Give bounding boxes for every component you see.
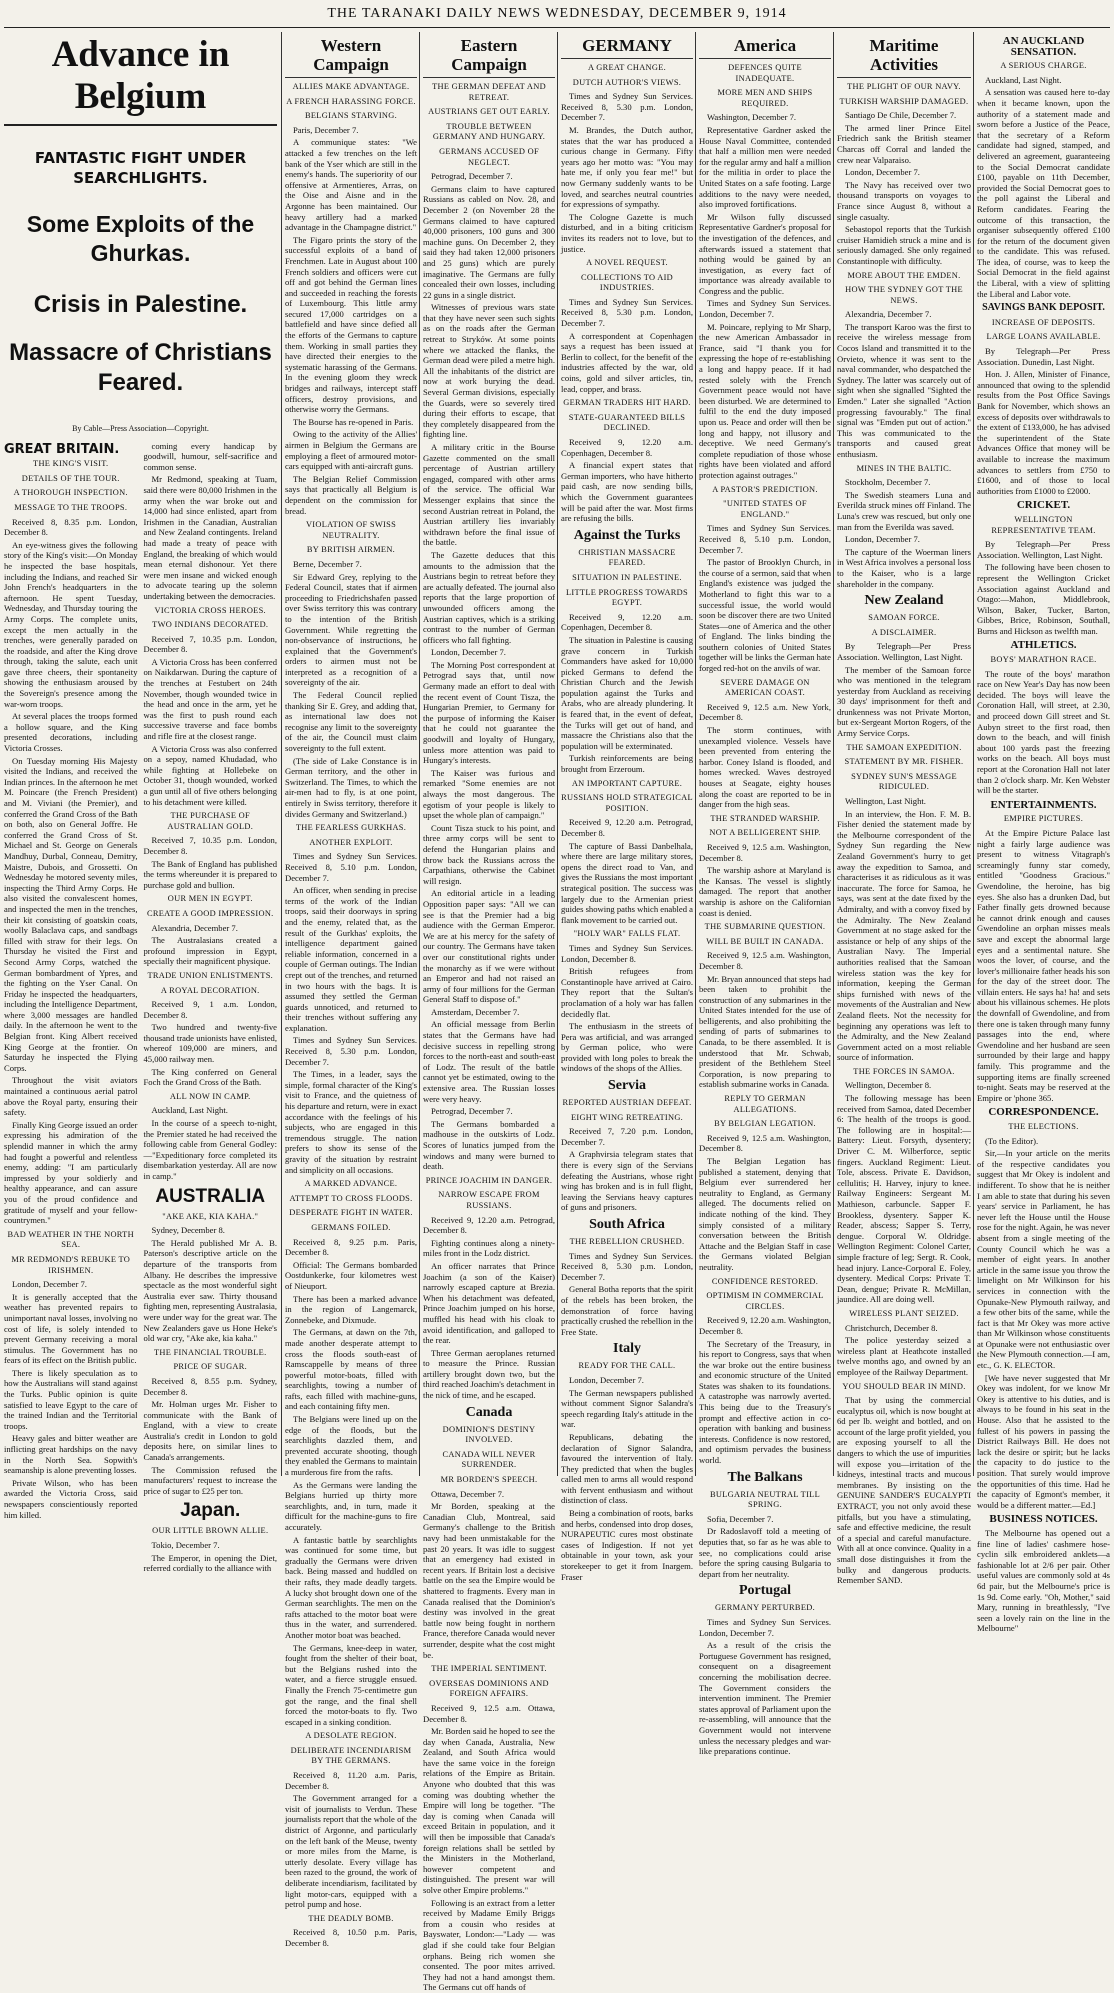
paragraph: At the Empire Picture Palace last night a fairly large audience was present to witness Vitagraph's screamingly funny star comedy, entitled "Goodness Gracious." Gwendoline, the heroine, has big eyes. She also has a drunken Dad, but Father finally gets drowned because he cannot drink enough and causes Gwendoline an orphan misses meals save and except the abnormal large eyes and a sentimental nature. She woos the lover, of course, and the lover's millionaire father heads his son for the day of the street door. The villain enters. He says ha! ha! and sets about his villainous schemes. He plots the downfall of Gwendoline, and from there one is taken through many funny passages into the end, where Gwendoline and her husband are seen surrounded by their large and happy family. This programme and the supporting items are finally screened to-night. Seats may be reserved at the Empire or 'phone 365. <box>977 827 1110 1103</box>
paragraph: A military critic in the Bourse Gazette commented on the small percentage of Austrian artillery engaged, compared with other arms of the service. The official War Messenger explains that since the second Austrian retreat in Poland, the Austrian artillery lies invariably withdrawn before the final issue of the battle. <box>423 442 555 548</box>
subhead: GERMAN TRADERS HIT HARD. <box>563 398 691 408</box>
subhead: THE SUBMARINE QUESTION. <box>704 922 826 932</box>
paragraph: The German newspapers published without comment Signor Salandra's speech regarding Italy's attitude in the war. <box>561 1387 693 1430</box>
america-column <box>699 32 831 1757</box>
paragraph: An officer, when sending in precise terms of the work of the Indian troops, said their doorways in spring and the enemy, related that, as the result of the Gurkhas' exploits, the intelligence department gained reliable information, concerned in a couple of German outings. The Indian crept out of the trenches, and returned in two hours with the bags. It is assumed they settled the German guards unnoticed, and returned to their trenches without suffering any explanation. <box>285 885 417 1033</box>
subhead: DOMINION'S DESTINY INVOLVED. <box>442 1424 536 1445</box>
paragraph: A correspondent at Copenhagen says a request has been issued at Berlin to collect, for the benefit of the industries affected by the war, old coins, gold and silver articles, tin, lead, copper, and brass. <box>561 330 693 394</box>
paragraph: The armed liner Prince Eitel Friedrich sank the British steamer Charcas off Corral and landed the crew near Valparaiso. <box>837 122 971 165</box>
subhead: CREATE A GOOD IMPRESSION. <box>146 908 274 918</box>
paragraph: Received 9, 12.20 a.m. Petrograd, December 8. <box>423 1214 555 1236</box>
paragraph: Germans claim to have captured Russians as cabled on Nov. 28, and December 2 (on November 28 the Germans claimed to have captured 40,000 prisoners, 100 guns and 300 machine guns. On December 2, they said they had taken 12,000 prisoners and 25 guns) which are purely imaginative. The Germans are fully concealed their own losses, including 22 guns in a single district. <box>423 183 555 300</box>
paragraph: [We have never suggested that Mr Okey was indolent, for we know Mr Okey is attentive to his duties, and is always to be found in his seat in the House. Also that he assisted to the fullest of his powers in passing the District Railways Bill. He does not lack the desire or spirit; but he lacks the capacity to do justice to the position. That surely would improve the opportunities of this time. Had he the capacity of Egmont's member, it would be a different matter.—Ed.] <box>977 1372 1110 1510</box>
section-title: AUSTRALIA <box>155 1185 266 1207</box>
section-title: GERMANY <box>561 36 693 59</box>
subhead: A NOVEL REQUEST. <box>586 258 668 268</box>
paragraph: Sebastopol reports that the Turkish cruiser Hamidieh struck a mine and is seriously damaged. She only regained Constantinople with difficulty. <box>837 224 971 266</box>
subhead: CHRISTIAN MASSACRE FEARED. <box>578 547 676 568</box>
paragraph: London, December 7. <box>845 167 920 178</box>
subhead: NOT A BELLIGERENT SHIP. <box>709 828 821 838</box>
paragraph: The Germans bombarded a madhouse in the outskirts of Lodz. Scores of lunatics jumped from the windows and many were burned to death. <box>423 1118 555 1172</box>
paragraph: By Telegraph—Per Press Association. Wellington, Last Night. <box>837 641 971 662</box>
paragraph: A communique states: "We attacked a few trenches on the left bank of the Yser which are still in the enemy's hands. The superiority of our offensive at Armentieres, Arras, on the Oise and Aisne and in the Argonne has been maintained. Our heavy artillery had a marked advantage in the Champagne district." <box>285 137 417 233</box>
paragraph: Count Tisza stuck to his point, and three army corps will be sent to defend the Hungarian plains and throw back the Russians across the Carpathians, otherwise the Cabinet will resign. <box>423 822 555 886</box>
paragraph: A Graphvirsia telegram states that there is every sign of the Servians defeating the Austrians, whose right wing has broken and is in full flight, leaving the Servians heavy captures of guns and prisoners. <box>561 1149 693 1213</box>
paragraph: Hon. J. Allen, Minister of Finance, announced that owing to the splendid results from the Post Office Savings Bank for November, which shows an excess of deposits over withdrawals to the extent of £133,000, he has advised the superintendent of the State Advances Office that money will be available to increase the maximum advances to settlers from £750 to £1600, and of those to local authorities from £1000 to £2000. <box>977 369 1110 496</box>
paragraph: Received 9, 12.20 a.m. Washington, December 8. <box>699 1315 831 1336</box>
section-title: AN AUCKLAND SENSATION. <box>1002 35 1085 58</box>
paragraph: Mr. Borden said he hoped to see the day when Canada, Australia, New Zealand, and South Africa would have the same voice in the foreign relations of the Empire as Britain. Anyone who doubted that this was coming was doubting whether the Empire will long be together. "The day is coming when Canada will exceed Britain in population, and it will then be impossible that Canada's foreign relations shall be settled by the Ministers in the Motherland, however competent and distinguished. The present war will solve other Empire problems." <box>423 1726 555 1895</box>
subhead: "HOLY WAR" FALLS FLAT. <box>573 929 681 939</box>
subhead: LITTLE PROGRESS TOWARDS EGYPT. <box>566 587 688 608</box>
paragraph: Ottawa, December 7. <box>431 1488 505 1499</box>
paragraph: Petrograd, December 7. <box>431 171 513 182</box>
subhead: A DESOLATE REGION. <box>305 1731 397 1741</box>
paragraph: Sydney, December 8. <box>151 1225 225 1236</box>
paragraph: The storm continues, with unexampled violence. Vessels have been prevented from entering the harbor. Coney Island is flooded, and homes wrecked. Waves destroyed houses at Seagate, eighty houses along the coast are reported to be in danger from the high seas. <box>699 725 831 810</box>
paragraph: Throughout the visit aviators maintained a continuous aerial patrol above the Royal party, ensuring their safety. <box>4 1075 138 1118</box>
paragraph: Times and Sydney Sun Services. Received 8, 5.30 p.m. London, December 7. <box>285 1035 417 1067</box>
subhead: SAMOAN FORCE. <box>868 613 940 623</box>
subhead: OUR MEN IN EGYPT. <box>167 894 253 904</box>
germany-column <box>561 32 693 1582</box>
subhead: SITUATION IN PALESTINE. <box>572 572 682 582</box>
subhead: STATE-GUARANTEED BILLS DECLINED. <box>568 412 686 433</box>
subhead: "AKE AKE, KIA KAHA." <box>162 1211 259 1221</box>
paragraph: The Secretary of the Treasury, in his report to Congress, says that when the war broke out the entire business and economic structure of the United States was shaken to its foundations. A catastrophe was narrowly averted. This being due to the Treasury's prompt and effective action in co-operation with banking and business interests. Confidence is now restored, and optimism pervades the business world. <box>699 1338 831 1466</box>
paragraph: Received 9, 12.20 a.m. Petrograd, December 8. <box>561 817 693 838</box>
paragraph: London, December 7. <box>431 647 506 658</box>
section-title: SAVINGS BANK DEPOSIT. <box>982 302 1105 314</box>
subhead: YOU SHOULD BEAR IN MIND. <box>842 1381 966 1391</box>
paragraph: London, December 7. <box>845 534 920 545</box>
subhead: WIRELESS PLANT SEIZED. <box>849 1308 959 1318</box>
paragraph: Received 8, 8.35 p.m. London, December 8. <box>4 516 138 538</box>
paragraph: Amsterdam, December 7. <box>431 1006 520 1017</box>
subhead: PRINCE JOACHIM IN DANGER. <box>425 1175 553 1185</box>
paragraph: In the course of a speech to-night, the Premier stated he had received the following cable from General Godley:—"Expeditionary force completed its disembarkation yesterday. All are now in camp." <box>143 1118 277 1181</box>
paragraph: Alexandria, December 7. <box>845 309 932 320</box>
paragraph: The enthusiasm in the streets of Pera was artificial, and was arranged by German police, who were provided with long poles to break the windows of the shops of the Allies. <box>561 1021 693 1074</box>
paragraph: Witnesses of previous wars state that they have never seen such sights as on the roads after the German retreat to Stryków. At some points where we attacked the flanks, the German dead were piled a metre high. All the inhabitants of the district are now at work burying the dead. Several German divisions, especially the Guards, were so severely tired during their efforts to escape, that they completely disappeared from the fighting line. <box>423 302 555 440</box>
paragraph: An official message from Berlin states that the Germans have had decisive success in repelling strong forces to the north-east and south-east of Lodz. The result of the battle cannot yet be estimated, owing to the extensive area. The Russian losses were very heavy. <box>423 1019 555 1104</box>
paragraph: M. Brandes, the Dutch author, states that the war has produced a curious change in Germany. Fifty years ago her motto was: "You may hate me, if only you fear me!" but now Germany suddenly wants to be loved, and searches neutral countries for expressions of sympathy. <box>561 124 693 210</box>
paragraph: Received 7, 7.20 p.m. London, December 7. <box>561 1126 693 1147</box>
paragraph: Representative Gardner asked the House Naval Committee, contended that half a million men were needed for the regular army and half a million for the militia in order to place the United States on a safe footing. Large additions to the navy were needed, also improved fortifications. <box>699 124 831 210</box>
section-title: ENTERTAINMENTS. <box>990 798 1097 811</box>
paragraph: Received 9, 12.5 a.m. New York, December 8. <box>699 701 831 723</box>
cable-credit: By Cable—Press Association—Copyright. <box>72 424 209 433</box>
paragraph: The Gazette deduces that this amounts to the admission that the Austrians begin to retreat before they are actually defeated. The journal also reports that the large proportion of unwounded officers among the Austrian captives, which is a striking contrast to the number of German officers who fall fighting. <box>423 549 555 645</box>
paragraph: Received 9, 12.5 a.m. Washington, December 8. <box>699 1132 831 1154</box>
subhead: SYDNEY SUN'S MESSAGE RIDICULED. <box>851 771 957 792</box>
paragraph: Turkish reinforcements are being brought from Erzeroum. <box>561 753 693 775</box>
subhead: DEFENCES QUITE INADEQUATE. <box>728 63 802 83</box>
paragraph: Sir Edward Grey, replying to the Federal Council, states that if airmen proceeding to Friedrichshafen passed over Swiss territory this was contrary to the intention of the British Government. While regretting the non-observance of instructions, he explained that the Government's orders to airmen must not be interpreted as a recognition of a sovereignty of the air. <box>285 571 417 688</box>
subhead: TWO INDIANS DECORATED. <box>152 620 269 630</box>
subhead: OUR LITTLE BROWN ALLIE. <box>152 1526 269 1536</box>
paragraph: The Emperor, in opening the Diet, referred cordially to the alliance with <box>143 1552 277 1574</box>
paragraph: Fighting continues along a ninety-miles front in the Lodz district. <box>423 1237 555 1259</box>
paragraph: Mr Redmond, speaking at Tuam, said there were 80,000 Irishmen in the army when the war broke out and 14,000 had since enlisted, apart from Irishmen in the Canadian, Australian and New Zealand contingents. Ireland had made a treaty of peace with England, the breaking of which would mean eternal dishonour. Yet there were men insane and wicked enough to advocate tearing up the solemn undertaking between the democracies. <box>143 474 277 601</box>
paragraph: Three German aeroplanes returned to measure the Prince. Russian artillery brought down two, but the third reached Joachim's detachment in the nick of time, and he escaped. <box>423 1347 555 1401</box>
subhead: THE FINANCIAL TROUBLE. <box>154 1347 267 1357</box>
subhead: AUSTRIANS GET OUT EARLY. <box>428 107 550 117</box>
subhead: "UNITED STATES OF ENGLAND." <box>723 499 807 519</box>
paragraph: The route of the boys' marathon race on New Year's Day has now been decided. The boys will leave the Coronation Hall, will street, at 2.30, and proceed down Gill street and St. Aubyn street to the first road, then down to the beach, and will finish about 100 yards past the freezing works on the beach. All boys must report at the Coronation Hall not later than 2 o'clock sharp. Mr. Ken Webster will be the starter. <box>977 668 1110 796</box>
subhead: THE SAMOAN EXPEDITION. <box>846 742 962 752</box>
paragraph: Stockholm, December 7. <box>845 477 931 488</box>
subhead: NARROW ESCAPE FROM RUSSIANS. <box>438 1190 540 1210</box>
paragraph: Wellington, December 8. <box>845 1080 932 1091</box>
paragraph: The Cologne Gazette is much disturbed, and in a biting criticism invites its readers not to love, but to justice. <box>561 211 693 254</box>
subhead: TURKISH WARSHIP DAMAGED. <box>839 96 969 106</box>
subhead: VICTORIA CROSS HEROES. <box>154 605 266 615</box>
section-title: Canada <box>465 1404 513 1420</box>
paragraph: The Belgians were lined up on the edge of the floods, but the searchlights dazzled them, and prevented accurate shooting, though they enabled the Germans to maintain a murderous fire from the rafts. <box>285 1414 417 1478</box>
subhead: THE KING'S VISIT. <box>33 459 109 469</box>
subhead: DELIBERATE INCENDIARISM BY THE GERMANS. <box>290 1745 412 1766</box>
subhead: ANOTHER EXPLOIT. <box>309 837 393 847</box>
headline-crisis: Crisis in Palestine. <box>33 291 248 318</box>
subhead: BAD WEATHER IN THE NORTH SEA. <box>7 1229 134 1250</box>
paragraph: Two hundred and twenty-five thousand trade unionists have enlisted, whereof 109,000 are miners, and 45,000 railway men. <box>143 1022 277 1065</box>
section-title: BUSINESS NOTICES. <box>989 1513 1098 1526</box>
advertisement: That by using the commercial eucalyptus oil, which is now bought at 6d per lb. weight and bottled, and on account of the large profit yielded, you are exposing yourself to all the dangers to which the use of impurities will expose you—irritation of the kidneys, intestinal tracts and mucous membranes. By insisting on the GENUINE SANDER'S EUCALYPTI EXTRACT, you not only avoid these pitfalls, but you have a stimulating, safe and effective medicine, the result of a special and careful manufacture. With all at once convince. Quality in a small dose distinguishes it from the bulky and dangerous products. Remember SAND. <box>837 1395 971 1586</box>
paragraph: Times and Sydney Sun Services. Received 8, 5.30 p.m. London, December 7. <box>561 1250 693 1282</box>
subhead: COLLECTIONS TO AID INDUSTRIES. <box>580 272 674 293</box>
paragraph: The Swedish steamers Luna and Everilda struck mines off Finland. The Luna's crew was rescued, but only one man from the Everilda was saved. <box>837 489 971 532</box>
section-title: The Balkans <box>727 1469 803 1485</box>
subhead: BELGIANS STARVING. <box>305 111 397 121</box>
subhead: A MARKED ADVANCE. <box>304 1179 398 1189</box>
paragraph: The Melbourne has opened out a fine line of ladies' cashmere hose-cyclin silk embroidered anklets—a fashionable lot at 2/6 per pair. Other useful values are commonly sold at 4s 6d pair, but the Melbourne's price is 1s 9d. Come early. "Oh, Mother," said Mary, running in breathlessly, "I've seen a lovely rain on the line in the Melbourne" <box>977 1527 1110 1634</box>
paragraph: Received 7, 10.35 p.m. London, December 8. <box>143 633 277 655</box>
paragraph: In an interview, the Hon. F. M. B. Fisher denied the statement made by the Melbourne correspondent of the Sydney Sun regarding the New Zealand Government's hurry to get away the expedition to Samoa, and characterises it as ridiculous as it was inaccurate. The force for Samoa, he says, was sent at the date fixed by the Admiralty, and with a convoy fixed by the Admiralty. The New Zealand Government at no stage asked for the assistance or help of any ships of the Australian Navy. The Imperial authorities realised that the Samoan wireless station was the key for information, keeping the German ships furnished with news of the movements of the Australian and New Zealand fleets. Not the necessity for beginning any operations was left to the Admiralty, and the New Zealand Government acted on a most reliable source of information. <box>837 808 971 1063</box>
paragraph: A Victoria Cross was also conferred on a sepoy, named Khudadad, who while fighting at Hollebeke on October 31, though wounded, worked a gun until all of five others belonging to his detachment were killed. <box>143 743 277 807</box>
subhead: ALL NOW IN CAMP. <box>169 1091 251 1101</box>
subhead: WILL BE BUILT IN CANADA. <box>706 936 824 946</box>
paragraph: Dr Radoslavoff told a meeting of deputies that, so far as he was able to see, no complications could arise before the spring causing Bulgaria to depart from her neutrality. <box>699 1526 831 1579</box>
paragraph: Mr. Holman urges Mr. Fisher to communicate with the Bank of England, with a view to create Australia's credit in London to gold deposits here, on similar lines to Canada's arrangements. <box>143 1399 277 1463</box>
section-title: CORRESPONDENCE. <box>988 1106 1099 1119</box>
paragraph: coming every handicap by goodwill, humour, self-sacrifice and common sense. <box>143 440 277 472</box>
subhead: TROUBLE BETWEEN GERMANY AND HUNGARY. <box>432 121 546 142</box>
subhead: AN IMPORTANT CAPTURE. <box>571 778 683 788</box>
paragraph: London, December 7. <box>569 1374 644 1385</box>
paragraph: Following is an extract from a letter received by Madame Emily Briggs from a cousin who resides at Bayswater, London:—"Lady — was glad if she could take four Belgian orphans. Being rich women she consented. The poor mites arrived. They had not a hand amongst them. The Germans cut off hands of <box>423 1897 555 1993</box>
paragraph: Received 8, 11.20 a.m. Paris, December 8. <box>285 1770 417 1791</box>
paragraph: London, December 7. <box>12 1279 87 1290</box>
subhead: A ROYAL DECORATION. <box>160 985 260 995</box>
subhead: A DISCLAIMER. <box>871 627 937 637</box>
paragraph: Received 9, 1 a.m. London, December 8. <box>143 999 277 1020</box>
paragraph: Sir,—In your article on the merits of the respective candidates you suggest that Mr Okey is indolent and indifferent. To show that he is neither I am able to state that during his seven years' service in Parliament, he has never left the House until the House rose for the night. Again, he was never absent from a single meeting of the County Council which he was a member of eight years. In another article in the same issue you throw the limelight on Mr Wilkinson for his services in connection with the Opunake-New Plymouth railway, and a few other bits of the same, while the fact is that Mr Okey was more active than Mr Wilkinson whose constituents at Opunake were not enthusiastic over the New Plymouth connection.—I am, etc., G. K. ELECTOR. <box>977 1148 1110 1371</box>
paragraph: Sofia, December 7. <box>707 1513 774 1524</box>
paragraph: Received 8, 8.55 p.m. Sydney, December 8. <box>143 1375 277 1397</box>
great-britain-columns <box>4 441 277 1576</box>
paragraph: The capture of Bassi Danbelhala, where there are large military stores, opens the direct road to Van, and gives the Russians the most important strategical position. The success was largely due to the Armenian priest guides showing paths which enabled a flank movement to be carried out. <box>561 840 693 925</box>
subhead: ATTEMPT TO CROSS FLOODS. <box>289 1193 413 1203</box>
paragraph: The King conferred on General Foch the Grand Cross of the Bath. <box>143 1066 277 1088</box>
subhead: TRADE UNION ENLISTMENTS. <box>147 970 274 980</box>
paragraph: Times and Sydney Sun Services. Received 8, 5.10 p.m. London, December 7. <box>699 523 831 555</box>
headline-ghurkas: Some Exploits of the Ghurkas. <box>26 211 255 266</box>
paragraph: The Belgian Relief Commission says that practically all Belgium is dependent on the commission for bread. <box>285 473 417 516</box>
paragraph: Official: The Germans bombarded Oostdunkerke, four kilometres west of Nieuport. <box>285 1259 417 1291</box>
subhead: REPORTED AUSTRIAN DEFEAT. <box>562 1098 692 1108</box>
subhead: CANADA WILL NEVER SURRENDER. <box>442 1449 536 1470</box>
paragraph: Received 9, 12.20 a.m. Copenhagen, December 8. <box>561 611 693 633</box>
subhead: GERMANS FOILED. <box>311 1222 391 1232</box>
paragraph: As a result of the crisis the Portuguese Government has resigned, consequent on a disagreement concerning the mobilisation decree. The Government considers the intervention imminent. The Premier states approval of Parliament upon the re-assembling, will announce that the Government would not intervene unless the necessary pledges and war-like preparations continue. <box>699 1640 831 1757</box>
paragraph: (The side of Lake Constance is in German territory, and the other in Switzerland. The Times, to which the air-men had to fly, is at one point, entirely in Swiss territory, therefore it divides Germany and Switzerland.) <box>285 755 417 819</box>
section-title: Western Campaign <box>285 36 417 78</box>
subhead: MORE MEN AND SHIPS REQUIRED. <box>717 88 813 108</box>
paragraph: Mr Borden, speaking at the Canadian Club, Montreal, said Germany's challenge to the British navy had been unmistakable for the past 20 years. It was idle to suggest that an emergency had existed in recent years. If Britain lost a decisive battle on the sea the Empire would be shattered to fragments. Every man in Canada realised that the Dominion's destiny was involved in the great battle now being fought in northern France, therefore Canada would never surrender, despite what the cost might be. <box>423 1501 555 1660</box>
section-title: Maritime Activities <box>837 36 971 78</box>
subhead: OPTIMISM IN COMMERCIAL CIRCLES. <box>706 1291 824 1311</box>
paragraph: Tokio, December 7. <box>151 1540 220 1551</box>
subhead: MR BORDEN'S SPEECH. <box>440 1475 538 1485</box>
paragraph: Private Wilson, who has been awarded the Victoria Cross, said newspapers conscientiously reported him killed. <box>4 1477 138 1520</box>
masthead: THE TARANAKI DAILY NEWS WEDNESDAY, DECEMBER 9, 1914 <box>327 6 787 21</box>
paragraph: The Australasians created a profound impression in Egypt, specially their magnificent physique. <box>143 935 277 967</box>
lead-column <box>4 32 277 1574</box>
subhead: BULGARIA NEUTRAL TILL SPRING. <box>709 1489 821 1510</box>
subhead: THE STRANDED WARSHIP. <box>710 813 820 823</box>
paragraph: It is generally accepted that the weather has prevented repairs to unimportant naval losses, involving no cost of life, is solely intended to prevent Germany receiving a moral stimulus. The Government has no fears of its effect on the British public. <box>4 1291 138 1366</box>
paragraph: Mr Wilson fully discussed Representative Gardner's proposal for the investigation of the defences, and afterwards issued a statement that nothing would be gained by an investigation, as every fact of importance was already available to Congress and the public. <box>699 211 831 296</box>
subhead: REPLY TO GERMAN ALLEGATIONS. <box>724 1094 806 1114</box>
section-title: New Zealand <box>864 593 944 609</box>
paragraph: An officer narrates that Prince Joachim (a son of the Kaiser) narrowly escaped capture at Brezia. When his detachment was defeated, Prince Joachim jumped on his horse, muffled his head with his cloak to avoid identification, and galloped to the rear. <box>423 1260 555 1346</box>
paragraph: Received 9, 12.5 a.m. Washington, December 8. <box>699 950 831 971</box>
subhead: A THOROUGH INSPECTION. <box>13 488 128 498</box>
paragraph: The Government arranged for a visit of journalists to Verdun. These journalists report that the whole of the district of Argonne, and particularly on the left bank of the Meuse, twenty or more miles from the Marne, is utterly desolate. Every village has been razed to the ground, the work of deliberate incendiarism, facilitated by light motor-cars, equipped with a petrol pump and hose. <box>285 1793 417 1910</box>
paragraph: Washington, December 7. <box>707 112 797 123</box>
subhead: CONFIDENCE RESTORED. <box>711 1276 819 1286</box>
section-title: ATHLETICS. <box>1010 639 1077 652</box>
paragraph: The Bank of England has published the terms whereunder it is prepared to purchase gold and bullion. <box>143 858 277 890</box>
subhead: MORE ABOUT THE EMDEN. <box>847 270 961 280</box>
paragraph: The Kaiser was furious and remarked "Some enemies are not always the most dangerous. The egotism of your people is likely to upset the whole plan of campaign." <box>423 767 555 821</box>
paragraph: Received 9, 12.20 a.m. Copenhagen, December 8. <box>561 437 693 458</box>
paragraph: As the Germans were landing the Belgians hurried up thirty more searchlights, and, in turn, made it difficult for the machine-guns to fire accurately. <box>285 1479 417 1532</box>
paragraph: M. Poincare, replying to Mr Sharp, the new American Ambassador in France, said "I thank you for expressing the hope of re-establishing a long and happy peace. If it had rested solely with the French Government peace would not have been disturbed. We are determined to fulfil to the end the duty imposed upon us. Peace and order will then be long and happy, not illusory and deceptive. We need Germany's complete repudiation of those whose rights have been violated and afford protection against outrages." <box>699 321 831 480</box>
paragraph: Santiago De Chile, December 7. <box>845 110 957 121</box>
headline-fantastic: FANTASTIC FIGHT UNDER SEARCHLIGHTS. <box>34 149 247 187</box>
paragraph: The Germans, at dawn on the 7th, made another desperate attempt to cross the floods south-east of Ramscappelle by means of three powerful motor-boats, filled with searchlights, towing a number of rafts, each filled with machine-guns, and each containing fifty men. <box>285 1327 417 1412</box>
section-title: Against the Turks <box>573 527 681 543</box>
subhead: INCREASE OF DEPOSITS. <box>991 317 1096 327</box>
paragraph: The transport Karoo was the first to receive the wireless message from Cocos Island and transmitted it to the Orvieto, whence it was sent to the naval commander, who despatched the Sydney. The latter was scarcely out of sight when she signalled "Sighted the Emden." Later she signalled "Action progressing favourably." The final signal was "Emden put out of action." This was communicated to the transports and caused great enthusiasm. <box>837 321 971 459</box>
paragraph: Times and Sydney Sun Services. London, December 8. <box>561 942 693 964</box>
eastern-column <box>423 32 555 1993</box>
paragraph: Finally King George issued an order expressing his admiration of the splendid manner in which the army had fought a powerful and relentless enemy, adding: "I am particularly impressed by your soldierly and healthy appearance, and can assure you of the proud confidence and gratitude of myself and your fellow-countrymen." <box>4 1119 138 1226</box>
paragraph: By Telegraph—Per Press Association. Wellington, Last Night. <box>977 539 1110 560</box>
subhead: THE PLIGHT OF OUR NAVY. <box>847 82 961 91</box>
masthead-rule <box>4 27 1110 28</box>
subhead: DETAILS OF THE TOUR. <box>21 473 120 483</box>
paragraph: By Telegraph—Per Press Association. Dunedin, Last Night. <box>977 346 1110 367</box>
subhead: A PASTOR'S PREDICTION. <box>712 484 818 494</box>
section-title: Servia <box>607 1078 647 1094</box>
subhead: READY FOR THE CALL. <box>578 1361 676 1371</box>
paragraph: (To the Editor). <box>985 1135 1039 1146</box>
paragraph: Times and Sydney Sun Services. Received 8, 5.10 p.m. London, December 7. <box>285 851 417 883</box>
subhead: ALLIES MAKE ADVANTAGE. <box>292 82 410 91</box>
paragraph: The Morning Post correspondent at Petrograd says that, until now Germany made an effort to deal with the recent event of Count Tisza, the Hungarian Premier, to Germany for the purpose of informing the Kaiser that he could not guarantee the goodwill and loyalty of Hungary, unless more attention was paid to Hungary's interests. <box>423 659 555 766</box>
paragraph: Owing to the activity of the Allies' airmen in Belgium the Germans are employing a fleet of armoured motor-cars equipped with anti-aircraft guns. <box>285 429 417 472</box>
paragraph: The following have been chosen to represent the Wellington Cricket Association against Auckland and Otago:—Mahon, Middlebrook, Wilson, Baker, Tucker, Barton, Gibbes, Brice, Robinson, Southall, Burns and Hickson as twelfth man. <box>977 562 1110 636</box>
subhead: EMPIRE PICTURES. <box>1003 814 1084 824</box>
subhead: THE FEARLESS GURKHAS. <box>295 823 407 833</box>
paragraph: An eye-witness gives the following story of the King's visit:—On Monday he inspected the base hospitals, including the Indians, and reached Sir John French's headquarters in the afternoon. He spent Tuesday, Wednesday, and Thursday touring the Army Corps. The complete units, except the men actually in the trenches, were generally paraded on the roadside, and after the King drove through, taking the salute, each unit gave three cheers, their spontaneity showing the enthusiasm aroused by the Sovereign's presence among the war-worn troops. <box>4 539 138 709</box>
paragraph: Received 8, 9.25 p.m. Paris, December 8. <box>285 1236 417 1258</box>
paragraph: The Figaro prints the story of the successful exploits of a band of Frenchmen. Late in August about 100 French soldiers and officers were cut off and got behind the German lines and succeeded in reaching the forests of Luxembourg. This little army secured 17,000 cartridges on a battlefield and have since defied all the efforts of the Germans to capture them. Working in small parties they have directed their energies to the systematic harassing of the Germans. In the evening gloom they wreck bridges and railways, intercept staff officers, destroy provisions, and otherwise worry the Germans. <box>285 234 417 415</box>
paragraph: The Navy has received over two thousand transports on voyages to France since August 8, without a single casualty. <box>837 179 971 222</box>
paragraph: A financial expert states that German importers, who have hitherto paid cash, are now sending bills, which the Government guarantees will be paid after the war. Most firms are refusing the bills. <box>561 460 693 524</box>
subhead: VIOLATION OF SWISS NEUTRALITY. <box>305 520 397 540</box>
paragraph: Auckland, Last Night. <box>151 1105 228 1116</box>
section-title: Eastern Campaign <box>423 36 555 78</box>
paragraph: The Federal Council replied thanking Sir E. Grey, and adding that, as international law does not recognise any limit to the sovereignty of the air, the Council must claim sovereignty to the full extent. <box>285 690 417 754</box>
subhead: WELLINGTON REPRESENTATIVE TEAM. <box>991 514 1096 535</box>
paragraph: Berne, December 7. <box>293 558 362 569</box>
paragraph: The warship ashore at Maryland is the Kansas. The vessel is slightly damaged. The report that another warship is ashore on the Californian coast is denied. <box>699 865 831 918</box>
paragraph: The following message has been received from Samoa, dated December 6: The health of the troops is good. The following are in hospital:—Battery: Lieut. Forsyth, dysentery; Driver C. M. Wilberforce, septic fingers. Auckland Regiment: Lieut. Tole, abscess. Private E. Davidson, cellulitis; H. Harvey, injury to knee. Railway Engineers: Sergeant M. Mathieson, carbuncle. Sapper F. Brookless, dysentery. Sapper K. Reader, abscess; Sapper S. Terry, dengue. Corporal W. Oldridge. Wellington Regiment: Colonel Carter, simple fracture of leg; Sergt. R. Cook, head injury. Lance-Corporal E. Foley, dysentery. Medical Corps: Private T. Dean, dengue; Private R. McMillan, jaundice. All are doing well. <box>837 1093 971 1305</box>
paragraph: Republicans, debating the declaration of Signor Salandra, favoured the intervention of Italy. They predicted that when the bugles called men to arms all would respond with fervent enthusiasm and without distinction of class. <box>561 1431 693 1506</box>
paragraph: General Botha reports that the spirit of the rebels has been broken, the demonstration of force having practically crushed the rebellion in the Free State. <box>561 1284 693 1337</box>
subhead: MR REDMOND'S REBUKE TO IRISHMEN. <box>11 1254 131 1275</box>
subhead: MINES IN THE BALTIC. <box>856 463 952 473</box>
subhead: THE ELECTIONS. <box>1008 1122 1079 1131</box>
subhead: THE GERMAN DEFEAT AND RETREAT. <box>432 82 546 102</box>
paragraph: Received 7, 10.35 p.m. London, December 8. <box>143 835 277 856</box>
great-britain-left <box>4 441 138 1576</box>
paragraph: Times and Sydney Sun Services. London, December 7. <box>699 298 831 320</box>
paragraph: Heavy gales and bitter weather are inflicting great hardships on the navy in the North Sea. Sopwith's seamanship is alone preventing losses. <box>4 1433 138 1476</box>
paragraph: The member of the Samoan force who was mentioned in the telegram yesterday from Auckland as receiving 30 days' imprisonment for theft and drunkenness was not Private Morton, but ex-Sergeant Morton Rogers, of the Army Service Corps. <box>837 664 971 739</box>
maritime-column <box>837 32 971 1586</box>
section-title: GREAT BRITAIN. <box>4 441 120 457</box>
subhead: BY BELGIAN LEGATION. <box>714 1119 816 1129</box>
paragraph: An editorial article in a leading Opposition paper says: "All we can see is that the Premier had a big audience with the German Emperor. We are at his mercy for the safety of our country. The Germans have taken over our constitutional rights under the monarchy as if we were without an Emperor and had not raised an army of four millions for the German General Staff to dispose of." <box>423 888 555 1005</box>
advertisement: Being a combination of roots, barks and herbs, condensed into drop doses, NURAPEUTIC cures most obstinate cases of Indigestion. If not yet obtainable in your town, ask your storekeeper to get it from Inargem. Fraser <box>561 1508 693 1582</box>
paragraph: There is likely speculation as to how the Australians will stand against the Turks. Public opinion is quite satisfied to leave Egypt to the care of the trained Indian and the Territorial troops. <box>4 1367 138 1431</box>
subhead: A GREAT CHANGE. <box>587 63 667 72</box>
subhead: HOW THE SYDNEY GOT THE NEWS. <box>845 285 963 305</box>
subhead: GERMANS ACCUSED OF NEGLECT. <box>439 146 539 167</box>
paragraph: The pastor of Brooklyn Church, in the course of a sermon, said that when England's existence was judged the Motherland to fight this war to a successful issue, the world would soon be discover there are two United States—one of America and the other of England. The links binding the southern colonies of United States together will be links the German hate forged red-hot on the anvils of war. <box>699 557 831 674</box>
paragraph: The Bourse has re-opened in Paris. <box>293 416 414 427</box>
subhead: BOYS' MARATHON RACE. <box>990 655 1097 665</box>
paragraph: On Tuesday morning His Majesty visited the Indians, and received the Indian princes. In the afternoon he met M. Poincare (the French President) and M. Viviani (the Premier), and conferred the Grand Cross of the Bath on both, also on General Joffre. He conferred the Grand Cross of St. Michael and St. George on Generals Mandhuy, Durbal, Conneau, Demitry, Maistre, Dubois, and Grossetti. On Wednesday he motored seventy miles, inspecting the Third Army Corps. He also visited the convalescent homes, and inspected the men in the trenches, their kit consisting of goatskin coats, woolly Balaclava caps, and sandbags filled with straw for their legs. On Thursday he visited the First and Second Army Corps, watched the German bombardment of Ypres, and the fighting on the Yser Canal. On Friday he inspected the headquarters, including the Intelligence Department, where 3,000 messages are handled daily. In the afternoon he went to the Belgian front. King Albert received King George at the frontier. On Saturday he inspected the Flying Corps. <box>4 755 138 1073</box>
paragraph: A sensation was caused here to-day when it became known, upon the authority of a statement made and sworn before a Justice of the Peace, that the secretary of a Reform candidate had signed, stamped, and delivered an agreement, guaranteeing to the Social Democrat candidate £100, payable on 11th December, provided the Social Democrat goes to the poll against the Liberal and Reform candidates. Fearing the outcome of this transaction, the organiser subsequently offered £100 for the return of the document given to the candidate. This was refused. The idea, of course, was to keep the Social Democrat in the field against the Liberal, with a view of splitting the Liberal and Labor vote. <box>977 87 1110 299</box>
subhead: OVERSEAS DOMINIONS AND FOREIGN AFFAIRS. <box>429 1678 549 1699</box>
subhead: A FRENCH HARASSING FORCE. <box>286 96 416 106</box>
subhead: DUTCH AUTHOR'S VIEWS. <box>572 77 682 87</box>
subhead: GERMANY PERTURBED. <box>715 1603 815 1613</box>
paragraph: The Herald published Mr A. B. Paterson's descriptive article on the departure of the transports from Albany. He describes the impressive spectacle as the most wonderful sight Australia ever saw. Thirty thousand fighting men, representing Australasia, were under way for the great war. The New Zealanders gave us Hone Heke's old war cry, "Ake ake, kia kaha." <box>143 1237 277 1344</box>
paragraph: British refugees from Constantinople have arrived at Cairo. They report that the Sultan's proclamation of a holy war has fallen decidedly flat. <box>561 966 693 1019</box>
paragraph: There has been a marked advance in the region of Langemarck, Zonnebeke, and Dixmude. <box>285 1293 417 1325</box>
subhead: DESPERATE FIGHT IN WATER. <box>289 1208 413 1218</box>
paragraph: The Times, in a leader, says the simple, formal character of the King's visit to France, and the quietness of his departure and return, were in exact accordance with the feelings of his subjects, who are engaged in this tremendous struggle. The nation prefers to show its sense of the gravity of the situation by restraint and simplicity on all occasions. <box>285 1069 417 1175</box>
paragraph: Christchurch, December 8. <box>845 1322 938 1333</box>
subhead: STATEMENT BY MR. FISHER. <box>844 757 964 767</box>
paragraph: Received 9, 12.5 a.m. Ottawa, December 8. <box>423 1702 555 1724</box>
paragraph: Received 8, 10.50 p.m. Paris, December 8. <box>285 1927 417 1948</box>
subhead: EIGHT WING RETREATING. <box>570 1112 684 1122</box>
paragraph: Mr. Bryan announced that steps had been taken to prohibit the construction of any submarines in the United States intended for the use of belligerents, and also prohibiting the sending of parts of submarines to Canada, to be there assembled. It is understood that Mr. Schwab, president of the Bethlehem Steel Corporation, is now preparing to establish submarine works in Canada. <box>699 973 831 1090</box>
paragraph: The capture of the Woerman liners in West Africa involves a personal loss to the Kaiser, who is a large shareholder in the company. <box>837 546 971 589</box>
subhead: LARGE LOANS AVAILABLE. <box>986 332 1101 342</box>
paragraph: Wellington, Last Night. <box>845 796 926 807</box>
great-britain-right <box>144 441 278 1576</box>
headline-advance: Advance in Belgium <box>4 34 277 126</box>
subhead: MESSAGE TO THE TROOPS. <box>14 502 128 512</box>
section-title: Japan. <box>180 1500 241 1522</box>
section-title: Portugal <box>738 1583 792 1599</box>
subhead: BY BRITISH AIRMEN. <box>306 545 396 555</box>
paragraph: Times and Sydney Sun Services. London, December 7. <box>699 1616 831 1638</box>
section-title: South Africa <box>589 1217 665 1232</box>
subhead: A SERIOUS CHARGE. <box>1000 61 1087 71</box>
subhead: THE REBELLION CRUSHED. <box>569 1237 685 1246</box>
paragraph: The Germans, knee-deep in water, fought from the shelter of their boat, but the Belgians rushed into the water, and a fierce struggle ensued. Finally the French 75-centimetre gun got the range, and the final shell forced the motor-boats to fly. Two escaped in a sinking condition. <box>285 1642 417 1727</box>
paragraph: Times and Sydney Sun Services. Received 8, 5.30 p.m. London, December 7. <box>561 91 693 123</box>
subhead: THE IMPERIAL SENTIMENT. <box>431 1664 547 1674</box>
subhead: THE PURCHASE OF AUSTRALIAN GOLD. <box>167 811 254 831</box>
section-title: CRICKET. <box>1016 499 1071 512</box>
paragraph: The Belgian Legation has published a statement, denying that Belgium ever surrendered her neutrality to England, as Germany alleged. The documents relied on indicate nothing of the kind. They simply consisted of a military conversation between the British Attache and the Belgian Staff in case the Germans violated Belgian neutrality. <box>699 1156 831 1272</box>
section-title: Italy <box>613 1341 641 1357</box>
paragraph: Received 9, 12.5 a.m. Washington, December 8. <box>699 841 831 863</box>
paragraph: The police yesterday seized a wireless plant at Heathcote installed twelve months ago, and owned by an employee of the Railway Department. <box>837 1335 971 1377</box>
paragraph: Auckland, Last Night. <box>985 74 1062 85</box>
paragraph: The situation in Palestine is causing grave concern in Turkish Commanders have asked for 10,000 picked Germans to defend the Christian Church and the Jewish population against the Turks and Arabs, who are already plundering. It is feared that, in the event of defeat, the Turks will get out of hand, and massacre the Christians also that the population will be exterminated. <box>561 634 693 751</box>
subhead: SEVERE DAMAGE ON AMERICAN COAST. <box>720 677 810 698</box>
paragraph: Alexandria, December 7. <box>151 922 238 933</box>
paragraph: The Commission refused the manufacturers' request to increase the price of sugar to £25 per ton. <box>143 1464 277 1496</box>
subhead: RUSSIANS HOLD STRATEGICAL POSITION. <box>561 793 693 813</box>
paragraph: A Victoria Cross has been conferred on Naikdarwan. During the capture of the trenches at Festubert on 24th November, though wounded twice in the head and once in the arm, yet he was the first to push round each successive traverse and face bombs and rifle fire at the closest range. <box>143 656 277 742</box>
subhead: THE DEADLY BOMB. <box>308 1913 394 1923</box>
headline-massacre: Massacre of Christians Feared. <box>9 339 272 396</box>
subhead: THE FORCES IN SAMOA. <box>853 1066 955 1076</box>
paragraph: A fantastic battle by searchlights was continued for some time, but gradually the Germans were driven back. Being massed and huddled on their rafts, they made deadly targets. A lucky shot brought down one of the German searchlights. The men on the rafts attached to the motor boat were thus in the water, and surrendered. Another motor boat was beached. <box>285 1534 417 1640</box>
paragraph: Times and Sydney Sun Services. Received 8, 5.30 p.m. London, December 7. <box>561 296 693 329</box>
section-title: America <box>699 36 831 59</box>
subhead: PRICE OF SUGAR. <box>173 1362 248 1372</box>
western-column <box>285 32 417 1948</box>
local-column <box>977 32 1110 1634</box>
paragraph: At several places the troops formed a hollow square, and the King presented decorations, including Victoria Crosses. <box>4 711 138 754</box>
paragraph: Paris, December 7. <box>293 124 359 135</box>
paragraph: Petrograd, December 7. <box>431 1106 513 1117</box>
